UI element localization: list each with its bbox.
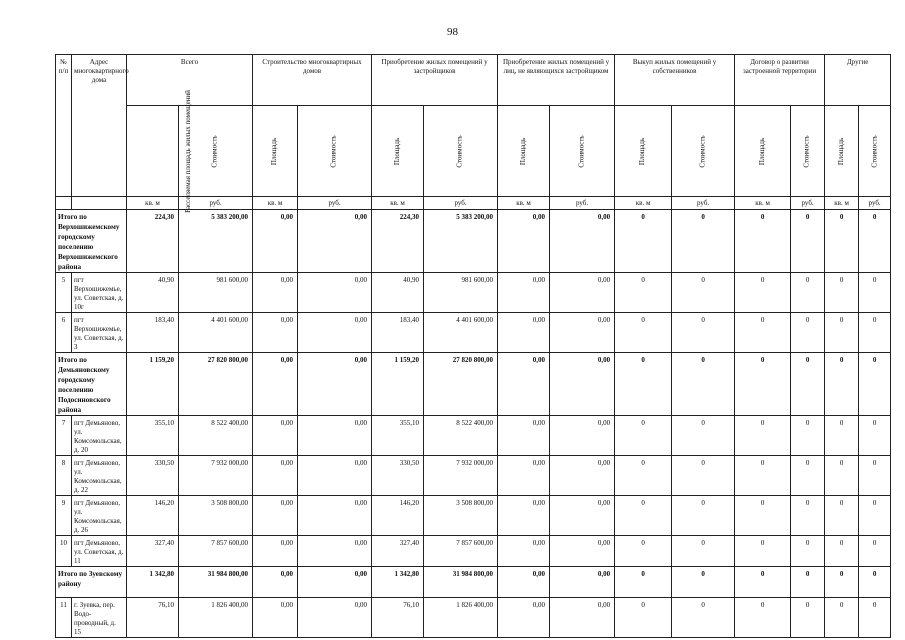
subheader-area-total: Расселяемая площадь жилых помещений [127, 106, 179, 197]
table-row [56, 313, 891, 353]
row-number: 9 [56, 496, 72, 536]
subheader-area: Площадь [825, 106, 859, 197]
cell-area: 224,30 [372, 210, 424, 273]
cell-area: 0 [615, 536, 672, 567]
cell-area: 183,40 [127, 313, 179, 353]
cell-cost: 0,00 [550, 210, 615, 273]
cell-cost: 3 508 800,00 [424, 496, 498, 536]
cell-area: 0 [615, 496, 672, 536]
cell-cost: 27 820 800,00 [424, 353, 498, 416]
table-row [56, 456, 891, 496]
cell-cost: 27 820 800,00 [179, 353, 253, 416]
unit-empty [72, 197, 127, 210]
cell-area: 0,00 [253, 416, 298, 456]
cell-cost: 981 600,00 [179, 273, 253, 313]
cell-area: 0,00 [498, 567, 550, 598]
cell-area: 0,00 [498, 353, 550, 416]
cell-cost: 4 401 600,00 [179, 313, 253, 353]
cell-cost: 0,00 [298, 456, 372, 496]
cell-area: 76,10 [372, 598, 424, 638]
cell-cost: 0,00 [550, 416, 615, 456]
header-row-units [56, 197, 891, 210]
cell-area: 0,00 [498, 416, 550, 456]
cell-area: 0,00 [253, 598, 298, 638]
cell-area: 1 342,80 [127, 567, 179, 598]
cell-area: 146,20 [127, 496, 179, 536]
resettlement-table [55, 54, 891, 638]
unit-area: кв. м [253, 197, 298, 210]
cell-area: 1 159,20 [372, 353, 424, 416]
cell-area: 40,90 [127, 273, 179, 313]
cell-cost: 0,00 [550, 353, 615, 416]
cell-cost: 0 [859, 353, 891, 416]
cell-cost: 0 [672, 456, 735, 496]
subtotal-label: Итого по Демьяновскому городскому поселению Подосиновского района [56, 353, 127, 416]
cell-cost: 0,00 [298, 416, 372, 456]
unit-area: кв. м [825, 197, 859, 210]
subheader-area: Площадь [615, 106, 672, 197]
cell-area: 0 [735, 536, 791, 567]
unit-cost: руб. [791, 197, 825, 210]
cell-cost: 3 508 800,00 [179, 496, 253, 536]
cell-area: 0 [735, 456, 791, 496]
cell-area: 0 [615, 416, 672, 456]
table-row [56, 416, 891, 456]
cell-cost: 31 984 800,00 [179, 567, 253, 598]
row-address: пгт Демьяново, ул. Комсомольская, д. 26 [72, 496, 127, 536]
cell-cost: 0 [791, 416, 825, 456]
row-number: 7 [56, 416, 72, 456]
col-header-purchase-other: Приобретение жилых помещений у лиц, не являющихся застройщиком [498, 55, 615, 106]
row-address: г. Зуевка, пер. Водо-проводный, д. 15 [72, 598, 127, 638]
cell-area: 0,00 [253, 496, 298, 536]
cell-cost: 0,00 [550, 598, 615, 638]
cell-cost: 7 857 600,00 [179, 536, 253, 567]
cell-cost: 0 [791, 496, 825, 536]
unit-area: кв. м [372, 197, 424, 210]
cell-area: 0 [735, 567, 791, 598]
cell-cost: 0 [672, 536, 735, 567]
cell-cost: 0 [672, 567, 735, 598]
cell-cost: 0 [791, 536, 825, 567]
unit-cost: руб. [550, 197, 615, 210]
cell-cost: 0 [672, 210, 735, 273]
table-row [56, 536, 891, 567]
cell-cost: 0 [791, 456, 825, 496]
cell-area: 0 [735, 313, 791, 353]
subheader-cost: Стоимость [424, 106, 498, 197]
cell-area: 0,00 [498, 313, 550, 353]
cell-area: 0 [615, 598, 672, 638]
cell-cost: 0 [791, 567, 825, 598]
unit-cost: руб. [179, 197, 253, 210]
cell-cost: 5 383 200,00 [424, 210, 498, 273]
row-number: 5 [56, 273, 72, 313]
cell-area: 0 [825, 416, 859, 456]
cell-area: 0 [735, 496, 791, 536]
cell-area: 0 [735, 353, 791, 416]
cell-cost: 0 [791, 313, 825, 353]
cell-cost: 0 [859, 313, 891, 353]
cell-area: 0,00 [498, 210, 550, 273]
cell-area: 0,00 [253, 456, 298, 496]
cell-cost: 0,00 [550, 496, 615, 536]
cell-area: 0,00 [253, 567, 298, 598]
subheader-area: Площадь [253, 106, 298, 197]
cell-cost: 0,00 [298, 210, 372, 273]
col-header-num: № п/п [56, 55, 72, 197]
unit-cost: руб. [859, 197, 891, 210]
cell-area: 0,00 [253, 273, 298, 313]
cell-area: 0 [825, 598, 859, 638]
cell-area: 327,40 [127, 536, 179, 567]
cell-cost: 0 [791, 273, 825, 313]
col-header-construction: Строительство многоквартирных домов [253, 55, 372, 106]
row-number: 11 [56, 598, 72, 638]
cell-cost: 31 984 800,00 [424, 567, 498, 598]
cell-area: 0 [615, 456, 672, 496]
unit-cost: руб. [298, 197, 372, 210]
cell-area: 0,00 [253, 210, 298, 273]
header-row-groups [56, 55, 891, 106]
cell-cost: 7 857 600,00 [424, 536, 498, 567]
cell-area: 0 [615, 567, 672, 598]
col-header-address: Адрес многоквартирного дома [72, 55, 127, 197]
table-row [56, 496, 891, 536]
cell-cost: 8 522 400,00 [179, 416, 253, 456]
cell-area: 0 [615, 313, 672, 353]
cell-area: 355,10 [127, 416, 179, 456]
cell-cost: 0,00 [298, 353, 372, 416]
cell-cost: 0 [672, 313, 735, 353]
cell-cost: 0 [672, 353, 735, 416]
unit-area: кв. м [735, 197, 791, 210]
cell-cost: 0,00 [298, 536, 372, 567]
row-number: 10 [56, 536, 72, 567]
cell-cost: 0,00 [550, 273, 615, 313]
cell-area: 0 [735, 598, 791, 638]
cell-cost: 0 [791, 598, 825, 638]
cell-cost: 0 [791, 210, 825, 273]
cell-cost: 0 [672, 416, 735, 456]
cell-cost: 0 [859, 416, 891, 456]
unit-area: кв. м [615, 197, 672, 210]
col-header-other: Другие [825, 55, 891, 106]
cell-area: 76,10 [127, 598, 179, 638]
cell-cost: 981 600,00 [424, 273, 498, 313]
unit-cost: руб. [672, 197, 735, 210]
row-address: пгт Демьяново, ул. Советская, д. 11 [72, 536, 127, 567]
subheader-cost: Стоимость [859, 106, 891, 197]
subheader-cost: Стоимость [179, 106, 253, 197]
cell-area: 183,40 [372, 313, 424, 353]
row-address: пгт Верхошижемье, ул. Советская, д. 3 [72, 313, 127, 353]
cell-area: 0 [825, 456, 859, 496]
cell-area: 0,00 [498, 536, 550, 567]
subtotal-row [56, 210, 891, 273]
cell-cost: 0 [672, 496, 735, 536]
cell-area: 0,00 [498, 456, 550, 496]
cell-cost: 0 [859, 273, 891, 313]
cell-area: 330,50 [127, 456, 179, 496]
cell-cost: 0 [859, 567, 891, 598]
subtotal-label: Итого по Зуевскому району [56, 567, 127, 598]
cell-cost: 1 826 400,00 [179, 598, 253, 638]
cell-area: 40,90 [372, 273, 424, 313]
cell-area: 0,00 [253, 313, 298, 353]
page-number: 98 [447, 26, 458, 38]
cell-area: 1 342,80 [372, 567, 424, 598]
cell-cost: 0 [791, 353, 825, 416]
cell-area: 0,00 [498, 273, 550, 313]
cell-cost: 0 [672, 273, 735, 313]
unit-empty [56, 197, 72, 210]
header-row-sub [56, 106, 891, 197]
cell-cost: 0 [859, 210, 891, 273]
cell-cost: 0,00 [298, 313, 372, 353]
cell-cost: 1 826 400,00 [424, 598, 498, 638]
cell-area: 0,00 [498, 598, 550, 638]
cell-cost: 0 [859, 496, 891, 536]
table-row [56, 598, 891, 638]
cell-area: 0,00 [498, 496, 550, 536]
cell-area: 0 [615, 210, 672, 273]
cell-area: 146,20 [372, 496, 424, 536]
cell-cost: 0 [672, 598, 735, 638]
cell-area: 0,00 [253, 353, 298, 416]
subheader-area: Площадь [372, 106, 424, 197]
cell-area: 355,10 [372, 416, 424, 456]
cell-area: 0 [825, 536, 859, 567]
subheader-area: Площадь [735, 106, 791, 197]
subtotal-row [56, 353, 891, 416]
cell-cost: 0 [859, 598, 891, 638]
cell-area: 0 [735, 416, 791, 456]
subheader-cost: Стоимость [550, 106, 615, 197]
row-number: 8 [56, 456, 72, 496]
cell-area: 0 [735, 210, 791, 273]
unit-area: кв. м [127, 197, 179, 210]
cell-area: 330,50 [372, 456, 424, 496]
subheader-area: Площадь [498, 106, 550, 197]
row-address: пгт Верхошижемье, ул. Советская, д. 10г [72, 273, 127, 313]
subtotal-label: Итого по Верхошижемскому городскому поселению Верхошижемского района [56, 210, 127, 273]
cell-area: 0 [825, 273, 859, 313]
cell-area: 224,30 [127, 210, 179, 273]
cell-cost: 0,00 [550, 313, 615, 353]
cell-cost: 8 522 400,00 [424, 416, 498, 456]
cell-cost: 5 383 200,00 [179, 210, 253, 273]
cell-cost: 0,00 [298, 496, 372, 536]
row-address: пгт Демьяново, ул. Комсомольская, д. 20 [72, 416, 127, 456]
cell-cost: 0,00 [298, 567, 372, 598]
cell-cost: 0,00 [298, 598, 372, 638]
cell-area: 0 [615, 273, 672, 313]
cell-cost: 7 932 000,00 [179, 456, 253, 496]
row-number: 6 [56, 313, 72, 353]
cell-area: 1 159,20 [127, 353, 179, 416]
cell-cost: 0,00 [298, 273, 372, 313]
cell-area: 0 [825, 353, 859, 416]
cell-cost: 7 932 000,00 [424, 456, 498, 496]
row-address: пгт Демьяново, ул. Комсомольская, д. 22 [72, 456, 127, 496]
col-header-dev-agreement: Договор о развитии застроенной территории [735, 55, 825, 106]
cell-area: 0 [615, 353, 672, 416]
cell-cost: 0,00 [550, 456, 615, 496]
table-row [56, 273, 891, 313]
cell-area: 0 [735, 273, 791, 313]
cell-area: 0 [825, 210, 859, 273]
cell-area: 0 [825, 313, 859, 353]
subheader-cost: Стоимость [791, 106, 825, 197]
cell-area: 0,00 [253, 536, 298, 567]
col-header-purchase-dev: Приобретение жилых помещений у застройщиков [372, 55, 498, 106]
subtotal-row [56, 567, 891, 598]
col-header-buyout: Выкуп жилых помещений у собственников [615, 55, 735, 106]
cell-area: 0 [825, 496, 859, 536]
subheader-cost: Стоимость [298, 106, 372, 197]
unit-area: кв. м [498, 197, 550, 210]
subheader-cost: Стоимость [672, 106, 735, 197]
col-header-total: Всего [127, 55, 253, 106]
cell-cost: 4 401 600,00 [424, 313, 498, 353]
unit-cost: руб. [424, 197, 498, 210]
cell-area: 327,40 [372, 536, 424, 567]
cell-cost: 0 [859, 536, 891, 567]
cell-cost: 0 [859, 456, 891, 496]
cell-area: 0 [825, 567, 859, 598]
cell-cost: 0,00 [550, 536, 615, 567]
cell-cost: 0,00 [550, 567, 615, 598]
